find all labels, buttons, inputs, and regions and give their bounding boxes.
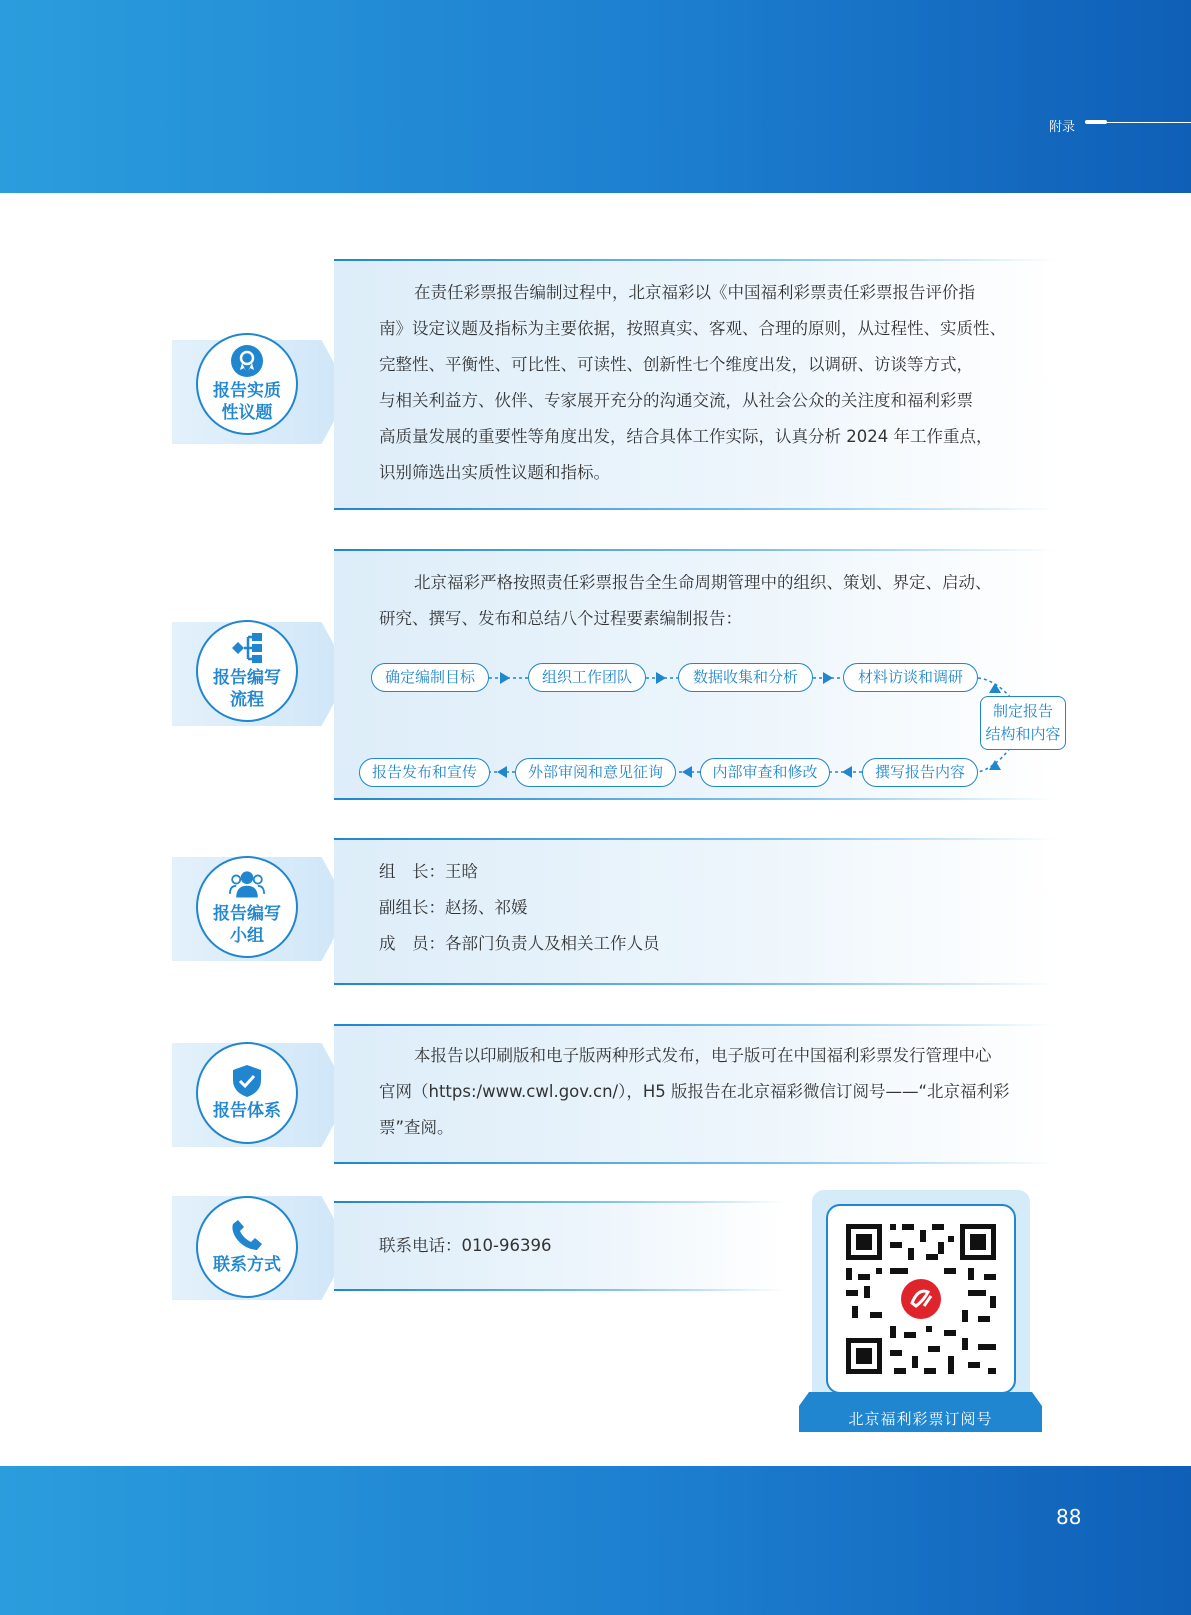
flow-step-side-line: 结构和内容 [985, 725, 1061, 743]
text-line: 副组长：赵扬、祁媛 [379, 898, 528, 917]
badge-label: 报告编写 [213, 668, 281, 688]
badge-label: 联系方式 [213, 1255, 281, 1275]
text-line: 票”查阅。 [379, 1118, 454, 1137]
contact-badge [196, 1196, 298, 1298]
qr-frame [826, 1204, 1016, 1394]
contact-text [379, 1228, 772, 1264]
flow-step: 组织工作团队 [528, 663, 646, 692]
text-line: 识别筛选出实质性议题和指标。 [379, 463, 610, 482]
badge-label: 报告编写 [213, 904, 281, 924]
flow-step: 撰写报告内容 [862, 758, 978, 787]
text-line: 本报告以印刷版和电子版两种形式发布，电子版可在中国福利彩票发行管理中心 [414, 1046, 992, 1065]
flow-step: 报告发布和宣传 [359, 758, 490, 787]
badge-label: 性议题 [221, 403, 273, 423]
contact-phone: 联系电话：010-96396 [379, 1236, 552, 1255]
panel-system [334, 1024, 1056, 1164]
text-line: 北京福彩严格按照责任彩票报告全生命周期管理中的组织、策划、界定、启动、 [414, 573, 992, 592]
phone-icon [229, 1218, 265, 1252]
text-line: 官网（https:/www.cwl.gov.cn/），H5 版报告在北京福彩微信订阅号——“北京福利彩 [379, 1082, 1010, 1101]
flow-step: 确定编制目标 [371, 663, 489, 692]
text-line: 组 长：王晗 [379, 862, 478, 881]
shield-check-icon [229, 1064, 265, 1098]
flow-step: 材料访谈和调研 [843, 663, 978, 692]
text-line: 高质量发展的重要性等角度出发，结合具体工作实际，认真分析 2024 年工作重点， [379, 427, 993, 446]
section-tag: 附录 [1049, 120, 1076, 135]
text-line: 在责任彩票报告编制过程中，北京福彩以《中国福利彩票责任彩票报告评价指 [414, 283, 975, 302]
team-icon [229, 867, 265, 901]
text-line: 成 员：各部门负责人及相关工作人员 [379, 934, 660, 953]
badge-label: 流程 [230, 690, 264, 710]
page-number: 88 [1056, 1505, 1082, 1529]
qr-caption: 北京福利彩票订阅号 [848, 1410, 993, 1428]
panel-contact [334, 1201, 784, 1291]
footer-band [0, 1466, 1191, 1615]
panel-team [334, 838, 1056, 985]
qr-card [812, 1190, 1030, 1410]
text-line: 完整性、平衡性、可比性、可读性、创新性七个维度出发，以调研、访谈等方式， [379, 355, 973, 374]
team-badge [196, 856, 298, 958]
text-line: 与相关利益方、伙伴、专家展开充分的沟通交流，从社会公众的关注度和福利彩票 [379, 391, 973, 410]
system-text [379, 1038, 1044, 1146]
system-badge [196, 1042, 298, 1144]
flow-step-side-line: 制定报告 [992, 702, 1053, 720]
text-line: 研究、撰写、发布和总结八个过程要素编制报告： [379, 609, 742, 628]
flow-step: 数据收集和分析 [678, 663, 813, 692]
flow-step-side [980, 696, 1066, 750]
flow-step: 外部审阅和意见征询 [515, 758, 676, 787]
badge-label: 报告实质 [213, 381, 281, 401]
flow-step: 内部审查和修改 [700, 758, 830, 787]
badge-label: 小组 [230, 926, 264, 946]
team-text [379, 854, 1044, 962]
text-line: 南》设定议题及指标为主要依据，按照真实、客观、合理的原则，从过程性、实质性、 [379, 319, 1006, 338]
badge-label: 报告体系 [213, 1101, 281, 1121]
qr-code-image [828, 1206, 1014, 1392]
